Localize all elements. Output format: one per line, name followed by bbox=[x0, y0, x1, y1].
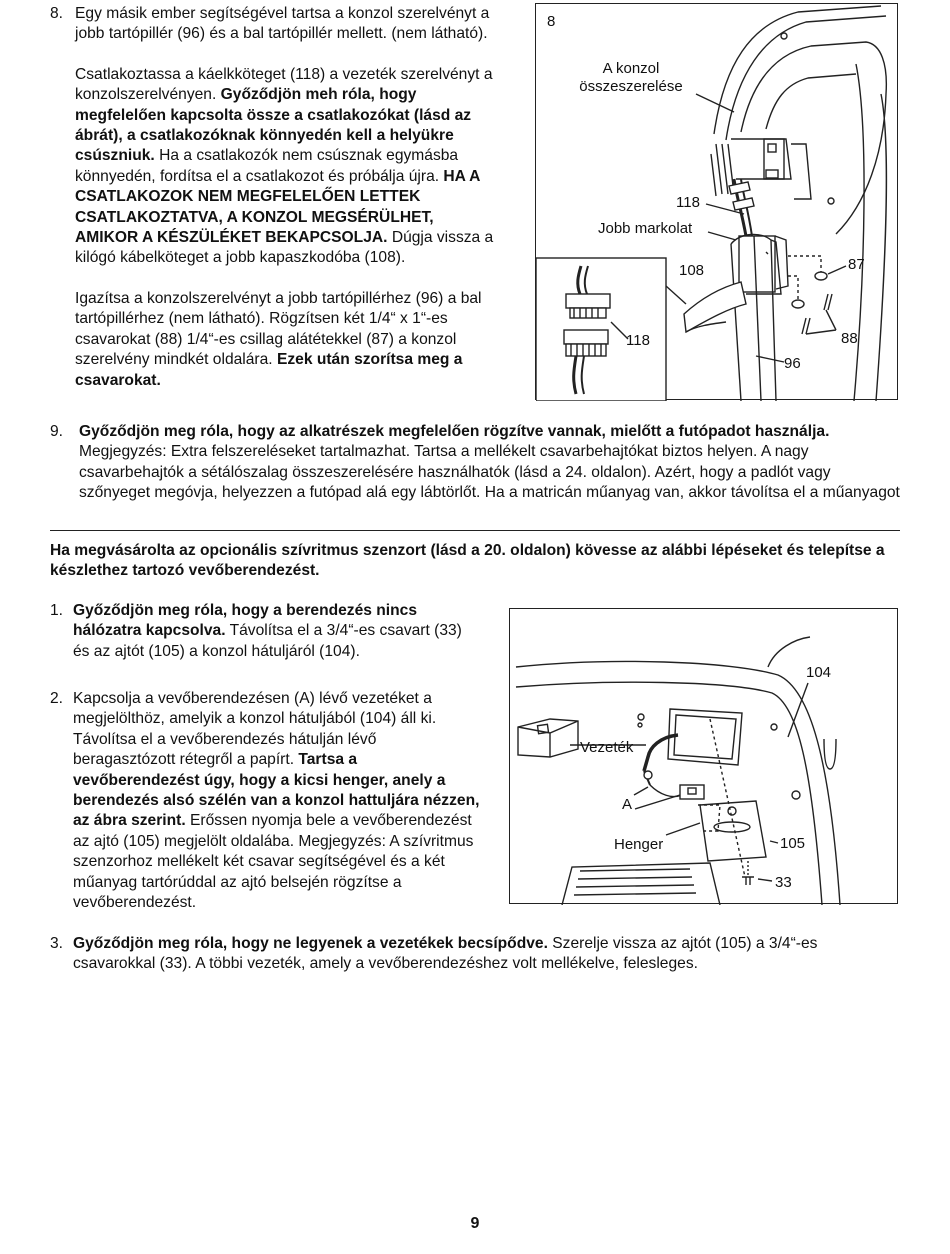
sub-step-1-bold: Győződjön meg róla, hogy a berendezés nincs hálózatra kapcsolva. bbox=[73, 602, 417, 640]
sub-step-1-number: 1. bbox=[50, 602, 64, 619]
step-9-text bbox=[79, 422, 904, 504]
sub-step-2-number: 2. bbox=[50, 690, 64, 707]
label-87: 87 bbox=[848, 256, 865, 273]
figure-8 bbox=[535, 3, 898, 400]
sub-step-3-body: Szerelje vissza az ajtót (105) a 3/4“-es csavarokkal (33). A többi vezeték, amely a vevőberendezéshez volt mellékelve, felesleges. bbox=[73, 935, 818, 973]
label-118-inset: 118 bbox=[626, 332, 650, 349]
step-8-paragraph-2 bbox=[75, 65, 497, 269]
label-104: 104 bbox=[806, 664, 832, 681]
step-9-number: 9. bbox=[50, 423, 64, 440]
sub-step-1-text bbox=[73, 601, 473, 662]
step-8-p2-a: Csatlakoztassa a káelkköteget (118) a vezeték szerelvényt a konzolszerelvényen. bbox=[75, 65, 493, 104]
step-8-p2-c: Ha a csatlakozók nem csúsznak egymásba könnyedén, fordítsa el a csatlakozot és próbálja újra. bbox=[75, 147, 459, 185]
hr-sensor-intro: Ha megvásárolta az opcionális szívritmus szenzort (lásd a 20. oldalon) kövesse az alábbi lépéseket és telepítse a készlethez tartozó vevőberendezést. bbox=[50, 542, 885, 580]
label-henger: Henger bbox=[614, 836, 664, 853]
figure-8-number: 8 bbox=[547, 13, 556, 30]
section-divider bbox=[50, 530, 900, 531]
page-number: 9 bbox=[470, 1215, 480, 1232]
step-8-p2-e: Dúgja vissza a kilógó kábelköteget a jobb kapaszkodóba (108). bbox=[75, 229, 494, 267]
sub-step-2-text-a: Kapcsolja a vevőberendezésen (A) lévő vezetéket a megjelölthöz, amelyik a konzol hátuljából (104) áll ki. Távolítsa el a vevőberendezés hátulján lévő beragasztózott rétegről a papírt. bbox=[73, 690, 437, 769]
label-88: 88 bbox=[841, 330, 858, 347]
label-108: 108 bbox=[679, 262, 705, 279]
label-konzol: A konzol összeszerelése bbox=[579, 60, 683, 95]
step-8-paragraph-3 bbox=[75, 289, 497, 391]
sub-step-2-bold: Tartsa a vevőberendezést úgy, hogy a kicsi henger, anely a berendezés alsó szélén van a konzol hattuljára nézzen, az ábra szerint. bbox=[73, 751, 480, 830]
step-9-body: Megjegyzés: Extra felszereléseket tartalmazhat. Tartsa a mellékelt csavarbehajtókat biztos helyen. A nagy csavarbehajtók a sétálószalag összeszerelésére használhatók (lásd a 24. oldalon). Azért, hogy a padlót vagy szőnyeget megóvja, helyezzen a futópad alá egy lábtörlőt. Ha a matricán műanyag van, akkor távolítsa el a műanyagot bbox=[79, 443, 900, 502]
sub-step-3-text bbox=[73, 934, 903, 975]
sub-step-3-bold: Győződjön meg róla, hogy ne legyenek a vezetékek becsípődve. bbox=[73, 935, 548, 952]
step-8-text bbox=[75, 4, 497, 391]
label-105: 105 bbox=[780, 835, 806, 852]
step-8-p2-b: Győződjön meh róla, hogy megfelelően kapcsolta össze a csatlakozókat (lásd az ábrát), a csatlakozóknak könnyedén kell a helyükre csúszniuk. bbox=[75, 86, 472, 165]
sub-step-2-text bbox=[73, 689, 483, 913]
figure-receiver-drawing bbox=[510, 609, 899, 905]
step-8-p3-b: Ezek után szorítsa meg a csavarokat. bbox=[75, 351, 463, 389]
label-33: 33 bbox=[775, 874, 792, 891]
step-8-p3-a: Igazítsa a konzolszerelvényt a jobb tartópillérhez (96) a bal tartópillérhez (nem látható). Rögzítsen két 1/4“ x 1“-es csavarokat (88) 1/4“-es csillag alátétekkel (87) a konzol szerelvény mindkét oldalára. bbox=[75, 289, 482, 369]
label-a: A bbox=[622, 796, 633, 813]
sub-step-1-body: Távolítsa el a 3/4“-es csavart (33) és az ajtót (105) a konzol hátuljáról (104). bbox=[73, 622, 462, 660]
label-jobb-markolat: Jobb markolat bbox=[598, 220, 693, 237]
label-118-top: 118 bbox=[676, 194, 700, 211]
sub-step-2-text-b: Erőssen nyomja bele a vevőberendezést az ajtó (105) megjelölt oldalába. Megjegyzés: A szívritmus szenzorhoz mellékelt két csavar segítségével és a két műanyag tartórúddal az ajtó belsején rögzítse a vevőberendezést. bbox=[73, 812, 474, 912]
step-8-p2-d: HA A CSATLAKOZOK NEM MEGFELELŐEN LETTEK CSATLAKOZTATVA, A KONZOL MEGSÉRÜLHET, AMIKOR A KÉSZÜLÉKET BEKAPCSOLJA. bbox=[75, 167, 480, 247]
label-vezetek: Vezeték bbox=[580, 739, 634, 756]
figure-receiver bbox=[509, 608, 898, 904]
label-96: 96 bbox=[784, 355, 801, 372]
step-9-bold: Győződjön meg róla, hogy az alkatrészek megfelelően rögzítve vannak, mielőtt a futópadot használja. bbox=[79, 423, 830, 440]
step-8-paragraph-1: Egy másik ember segítségével tartsa a konzol szerelvényt a jobb tartópillér (96) és a bal tartópillér mellett. (nem látható). bbox=[75, 5, 490, 43]
sub-step-3-number: 3. bbox=[50, 935, 64, 952]
step-8-number: 8. bbox=[50, 5, 64, 22]
